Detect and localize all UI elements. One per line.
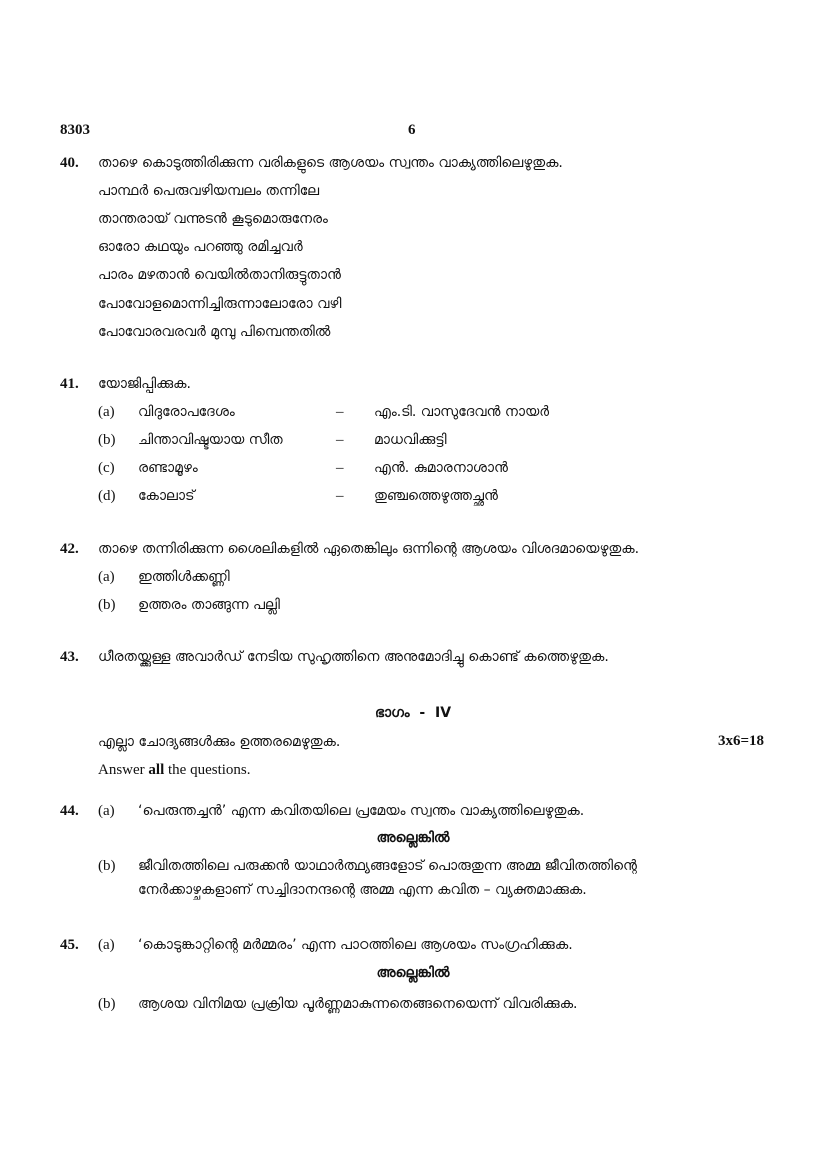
match-row-c-right: എൻ. കുമാരനാശാൻ (374, 460, 508, 476)
question-40-prompt: താഴെ കൊടുത്തിരിക്കുന്ന വരികളുടെ ആശയം സ്വന്തം വാക്യത്തിലെഴുതുക. (98, 155, 563, 171)
section-instruction: എല്ലാ ചോദ്യങ്ങൾക്കും ഉത്തരമെഴുതുക. (98, 734, 341, 750)
question-number-43: 43. (60, 649, 79, 665)
option-b-text: ഉത്തരം താങ്ങുന്ന പല്ലി (138, 597, 280, 613)
section-marks: 3x6=18 (718, 733, 765, 749)
section-title: ഭാഗം - IV (374, 705, 452, 721)
section-english-instruction: Answer all the questions. (98, 762, 251, 778)
match-row-c-dash: – (336, 460, 344, 476)
q44-or-separator: അല്ലെങ്കിൽ (376, 830, 450, 846)
poem-line-3: ഓരോ കഥയും പറഞ്ഞു രമിച്ചവർ (98, 239, 303, 255)
match-row-a-right: എം.ടി. വാസുദേവൻ നായർ (374, 404, 550, 420)
match-row-d-label: (d) (98, 488, 116, 504)
question-number-44: 44. (60, 803, 79, 819)
question-number-42: 42. (60, 541, 79, 557)
match-row-b-dash: – (336, 432, 344, 448)
paper-code: 8303 (60, 122, 90, 138)
match-row-b-label: (b) (98, 432, 116, 448)
page-number: 6 (408, 122, 416, 138)
question-41-prompt: യോജിപ്പിക്കുക. (98, 376, 191, 392)
poem-line-1: പാന്ഥർ പെരുവഴിയമ്പലം തന്നിലേ (98, 183, 320, 199)
question-number-45: 45. (60, 937, 79, 953)
poem-line-5: പോവോളമൊന്നിച്ചിരുന്നാലോരോ വഴി (98, 296, 342, 312)
option-a-text: ഇത്തിൾക്കണ്ണി (138, 569, 230, 585)
match-row-d-right: തുഞ്ചത്തെഴുത്തച്ഛൻ (374, 488, 498, 504)
question-number-41: 41. (60, 376, 79, 392)
q44-option-b-line2: നേർക്കാഴ്ചകളാണ് സച്ചിദാനന്ദന്റെ അമ്മ എന്ന കവിത – വ്യക്തമാക്കുക. (138, 882, 587, 898)
question-43-prompt: ധീരതയ്ക്കുള്ള അവാർഡ് നേടിയ സുഹൃത്തിനെ അനുമോദിച്ചു കൊണ്ട് കത്തെഴുതുക. (98, 649, 609, 665)
poem-line-4: പാരം മഴതാൻ വെയിൽതാനിരുട്ടുതാൻ (98, 267, 341, 283)
q45-option-a-text: ‘കൊടുങ്കാറ്റിന്റെ മർമ്മരം’ എന്ന പാഠത്തിലെ ആശയം സംഗ്രഹിക്കുക. (138, 937, 573, 953)
question-number-40: 40. (60, 155, 79, 171)
q44-option-a-text: ‘പെരുന്തച്ചൻ’ എന്ന കവിതയിലെ പ്രമേയം സ്വന്തം വാക്യത്തിലെഴുതുക. (138, 803, 585, 819)
q44-option-b-line1: ജീവിതത്തിലെ പരുക്കൻ യാഥാർത്ഥ്യങ്ങളോട് പൊരുതുന്ന അമ്മ ജീവിതത്തിന്റെ (138, 858, 637, 874)
question-42-prompt: താഴെ തന്നിരിക്കുന്ന ശൈലികളിൽ ഏതെങ്കിലും ഒന്നിന്റെ ആശയം വിശദമായെഴുതുക. (98, 541, 640, 557)
q45-option-a-label: (a) (98, 937, 115, 953)
match-row-c-label: (c) (98, 460, 115, 476)
q44-option-a-label: (a) (98, 803, 115, 819)
match-row-b-right: മാധവിക്കുട്ടി (374, 432, 447, 448)
poem-line-2: താന്തരായ് വന്നുടൻ കൂടുമൊരുനേരം (98, 211, 328, 227)
option-a-label: (a) (98, 569, 115, 585)
match-row-d-dash: – (336, 488, 344, 504)
option-b-label: (b) (98, 597, 116, 613)
q45-or-separator: അല്ലെങ്കിൽ (376, 965, 450, 981)
q44-option-b-label: (b) (98, 858, 116, 874)
match-row-d-left: കോലാട് (138, 488, 195, 504)
poem-line-6: പോവോരവരവർ മുമ്പു പിമ്പെന്തതിൽ (98, 324, 331, 340)
match-row-a-label: (a) (98, 404, 115, 420)
q45-option-b-label: (b) (98, 996, 116, 1012)
match-row-a-dash: – (336, 404, 344, 420)
q45-option-b-text: ആശയ വിനിമയ പ്രക്രിയ പൂർണ്ണമാകുന്നതെങ്ങനെയെന്ന് വിവരിക്കുക. (138, 996, 578, 1012)
match-row-b-left: ചിന്താവിഷ്ടയായ സീത (138, 432, 283, 448)
match-row-a-left: വിദുരോപദേശം (138, 404, 235, 420)
match-row-c-left: രണ്ടാമൂഴം (138, 460, 198, 476)
